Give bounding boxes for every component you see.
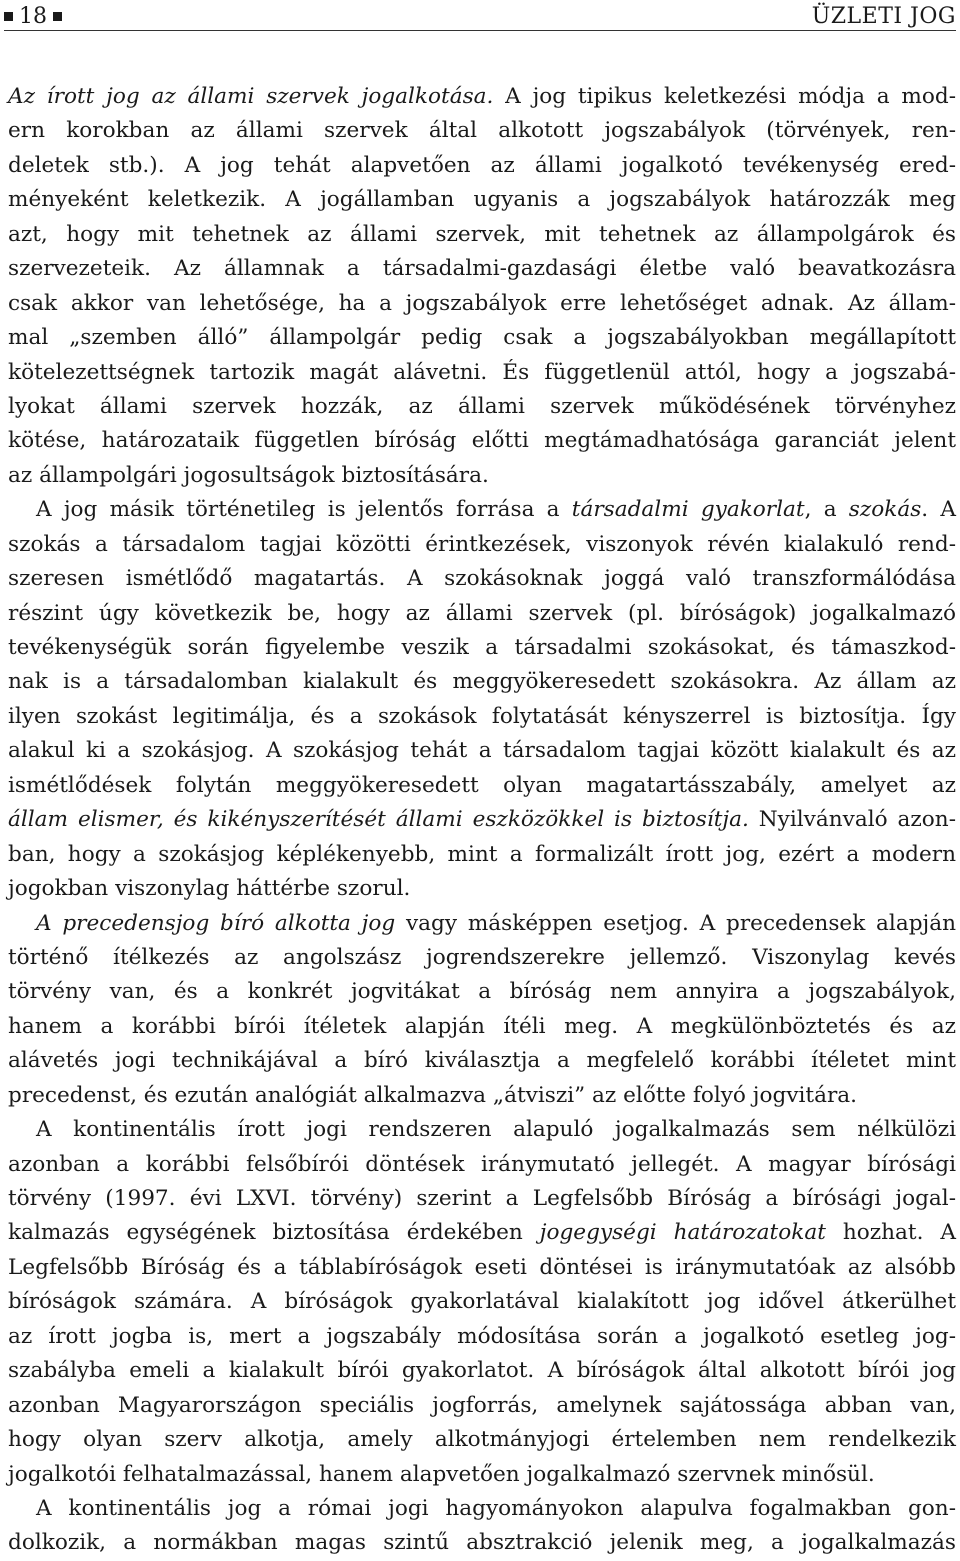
italic-text: társadalmi gyakorlat xyxy=(571,497,805,523)
text-line xyxy=(8,1079,956,1113)
text-run: Nyilvánvaló azon- xyxy=(748,807,956,833)
text-run: szeresen ismétlődő magatartás. A szokásoknak joggá való transzformálódása xyxy=(8,566,956,592)
text-run: alávetés jogi technikájával a bíró kiválasztja a megfelelő korábbi ítéletet mint xyxy=(8,1048,956,1074)
page-number-block xyxy=(4,4,68,29)
text-run: hogy olyan szerv alkotja, amely alkotmányjogi értelemben nem rendelkezik xyxy=(8,1427,956,1453)
text-line xyxy=(8,1423,956,1457)
text-run: csak akkor van lehetősége, ha a jogszabályok erre lehetőséget adnak. Az állam- xyxy=(8,290,956,316)
text-line xyxy=(8,356,956,390)
text-line xyxy=(8,1010,956,1044)
text-line xyxy=(8,769,956,803)
text-run: dolkozik, a normákban magas szintű absztrakció jelenik meg, a jogalkalmazás xyxy=(8,1530,956,1556)
text-run: lyokat állami szervek hozzák, az állami szervek működésének törvényhez xyxy=(8,393,956,419)
text-run: az állampolgári jogosultságok biztosítására. xyxy=(8,462,489,488)
text-line xyxy=(8,1389,956,1423)
text-run: szokás a társadalom tagjai közötti érintkezések, viszonyok révén kialakuló rend- xyxy=(8,531,956,557)
text-line xyxy=(8,1251,956,1285)
italic-text: A precedensjog bíró alkotta jog xyxy=(36,910,396,936)
text-line xyxy=(8,287,956,321)
text-run: azt, hogy mit tehetnek az állami szervek, mit tehetnek az állampolgárok és xyxy=(8,221,956,247)
text-line xyxy=(8,665,956,699)
text-line xyxy=(8,803,956,837)
text-run: részint úgy következik be, hogy az állami szervek (pl. bíróságok) jogalkalmazó xyxy=(8,600,956,626)
text-line xyxy=(8,493,956,527)
text-run: A jog másik történetileg is jelentős forrása a xyxy=(36,497,572,523)
text-run: ban, hogy a szokásjog képlékenyebb, mint a formalizált írott jog, ezért a modern xyxy=(8,841,956,867)
text-line xyxy=(8,183,956,217)
square-bullet-icon xyxy=(4,12,13,21)
text-run: kalmazás egységének biztosítása érdekében xyxy=(8,1220,540,1246)
text-run: kötése, határozataik független bíróság előtti megtámadhatósága garanciát jelent xyxy=(8,428,956,454)
running-header xyxy=(4,2,956,31)
text-line xyxy=(8,321,956,355)
body-text xyxy=(8,80,956,1561)
text-line xyxy=(8,80,956,114)
text-run: történő ítélkezés az angolszász jogrendszerekre jellemző. Viszonylag kevés xyxy=(8,944,956,970)
text-run: az írott jogba is, mert a jogszabály módosítása során a jogalkotó esetleg jog- xyxy=(8,1323,956,1349)
text-run: azonban a korábbi felsőbírói döntések iránymutató jellegét. A magyar bírósági xyxy=(8,1151,956,1177)
text-run: szervezeteik. Az államnak a társadalmi-gazdasági életbe való beavatkozásra xyxy=(8,256,956,282)
text-line xyxy=(8,1526,956,1560)
text-run: hanem a korábbi bírói ítéletek alapján ítéli meg. A megkülönböztetés és az xyxy=(8,1013,956,1039)
text-line xyxy=(8,1216,956,1250)
text-line xyxy=(8,390,956,424)
text-line xyxy=(8,459,956,493)
text-run: alakul ki a szokásjog. A szokásjog tehát a társadalom tagjai között kialakult és az xyxy=(8,738,956,764)
text-run: szabályba emeli a kialakult bírói gyakorlatot. A bíróságok által alkotott bírói jog xyxy=(8,1358,956,1384)
text-run: ismétlődések folytán meggyökeresedett olyan magatartásszabály, amelyet az xyxy=(8,772,956,798)
text-line xyxy=(8,1320,956,1354)
text-run: . A xyxy=(921,497,956,523)
text-run: mal „szemben álló” állampolgár pedig csak a jogszabályokban megállapított xyxy=(8,325,956,351)
text-line xyxy=(8,1354,956,1388)
italic-text: állam elismer, és kikényszerítését állami eszközökkel is biztosítja. xyxy=(8,807,749,833)
text-line xyxy=(8,631,956,665)
text-run: nak is a társadalomban kialakult és meggyökeresedett szokásokra. Az állam az xyxy=(8,669,956,695)
text-run: tevékenységük során figyelembe veszik a társadalmi szokásokat, és támaszkod- xyxy=(8,635,956,660)
square-bullet-icon xyxy=(53,12,62,21)
text-line xyxy=(8,907,956,941)
text-line xyxy=(8,700,956,734)
text-run: A jog tipikus keletkezési módja a mod- xyxy=(493,84,956,109)
text-run: Legfelsőbb Bíróság és a táblabíróságok eseti döntései is iránymutatóak az alsóbb xyxy=(8,1254,956,1280)
section-title: ÜZLETI JOG xyxy=(811,4,956,29)
text-run: ern korokban az állami szervek által alkotott jogszabályok (törvények, ren- xyxy=(8,118,956,144)
text-line xyxy=(8,562,956,596)
text-line xyxy=(8,1113,956,1147)
text-line xyxy=(8,734,956,768)
text-line xyxy=(8,1148,956,1182)
text-run: azonban Magyarországon speciális jogforrás, amelynek sajátossága abban van, xyxy=(8,1392,956,1418)
text-line xyxy=(8,975,956,1009)
text-run: A kontinentális jog a római jogi hagyományokon alapulva fogalmakban gon- xyxy=(36,1495,956,1521)
text-run: kötelezettségnek tartozik magát alávetni. És függetlenül attól, hogy a jogszabá- xyxy=(8,359,956,385)
italic-text: jogegységi határozatokat xyxy=(539,1220,826,1246)
text-line xyxy=(8,149,956,183)
text-run: ilyen szokást legitimálja, és a szokások folytatását kényszerrel is biztosítja. Így xyxy=(8,703,956,729)
text-line xyxy=(8,424,956,458)
text-line xyxy=(8,218,956,252)
text-line xyxy=(8,114,956,148)
text-line xyxy=(8,1044,956,1078)
text-run: , a xyxy=(804,497,849,523)
text-line xyxy=(8,872,956,906)
text-line xyxy=(8,1458,956,1492)
text-line xyxy=(8,1492,956,1526)
text-run: A kontinentális írott jogi rendszeren alapuló jogalkalmazás sem nélkülözi xyxy=(36,1117,956,1143)
text-run: bíróságok számára. A bíróságok gyakorlatával kialakított jog idővel átkerülhet xyxy=(8,1289,956,1315)
text-run: deletek stb.). A jog tehát alapvetően az állami jogalkotó tevékenység ered- xyxy=(8,152,956,178)
text-line xyxy=(8,941,956,975)
text-line xyxy=(8,597,956,631)
text-run: vagy másképpen esetjog. A precedensek alapján xyxy=(395,910,956,936)
text-line xyxy=(8,838,956,872)
text-line xyxy=(8,252,956,286)
text-run: törvény (1997. évi LXVI. törvény) szerint a Legfelsőbb Bíróság a bírósági jogal- xyxy=(8,1186,956,1211)
text-run: hozhat. A xyxy=(825,1220,956,1246)
text-line xyxy=(8,528,956,562)
text-run: ményeként keletkezik. A jogállamban ugyanis a jogszabályok határozzák meg xyxy=(8,187,956,213)
italic-text: Az írott jog az állami szervek jogalkotása. xyxy=(8,84,494,109)
text-run: precedenst, és ezután analógiát alkalmazva „átviszi” az előtte folyó jogvitára. xyxy=(8,1082,858,1108)
text-run: törvény van, és a konkrét jogvitákat a bíróság nem annyira a jogszabályok, xyxy=(8,979,956,1005)
text-run: jogokban viszonylag háttérbe szorul. xyxy=(8,876,411,902)
text-run: jogalkotói felhatalmazással, hanem alapvetően jogalkalmazó szervnek minősül. xyxy=(8,1461,875,1487)
text-line xyxy=(8,1285,956,1319)
page-number: 18 xyxy=(19,4,47,29)
italic-text: szokás xyxy=(848,497,922,523)
text-line xyxy=(8,1182,956,1216)
